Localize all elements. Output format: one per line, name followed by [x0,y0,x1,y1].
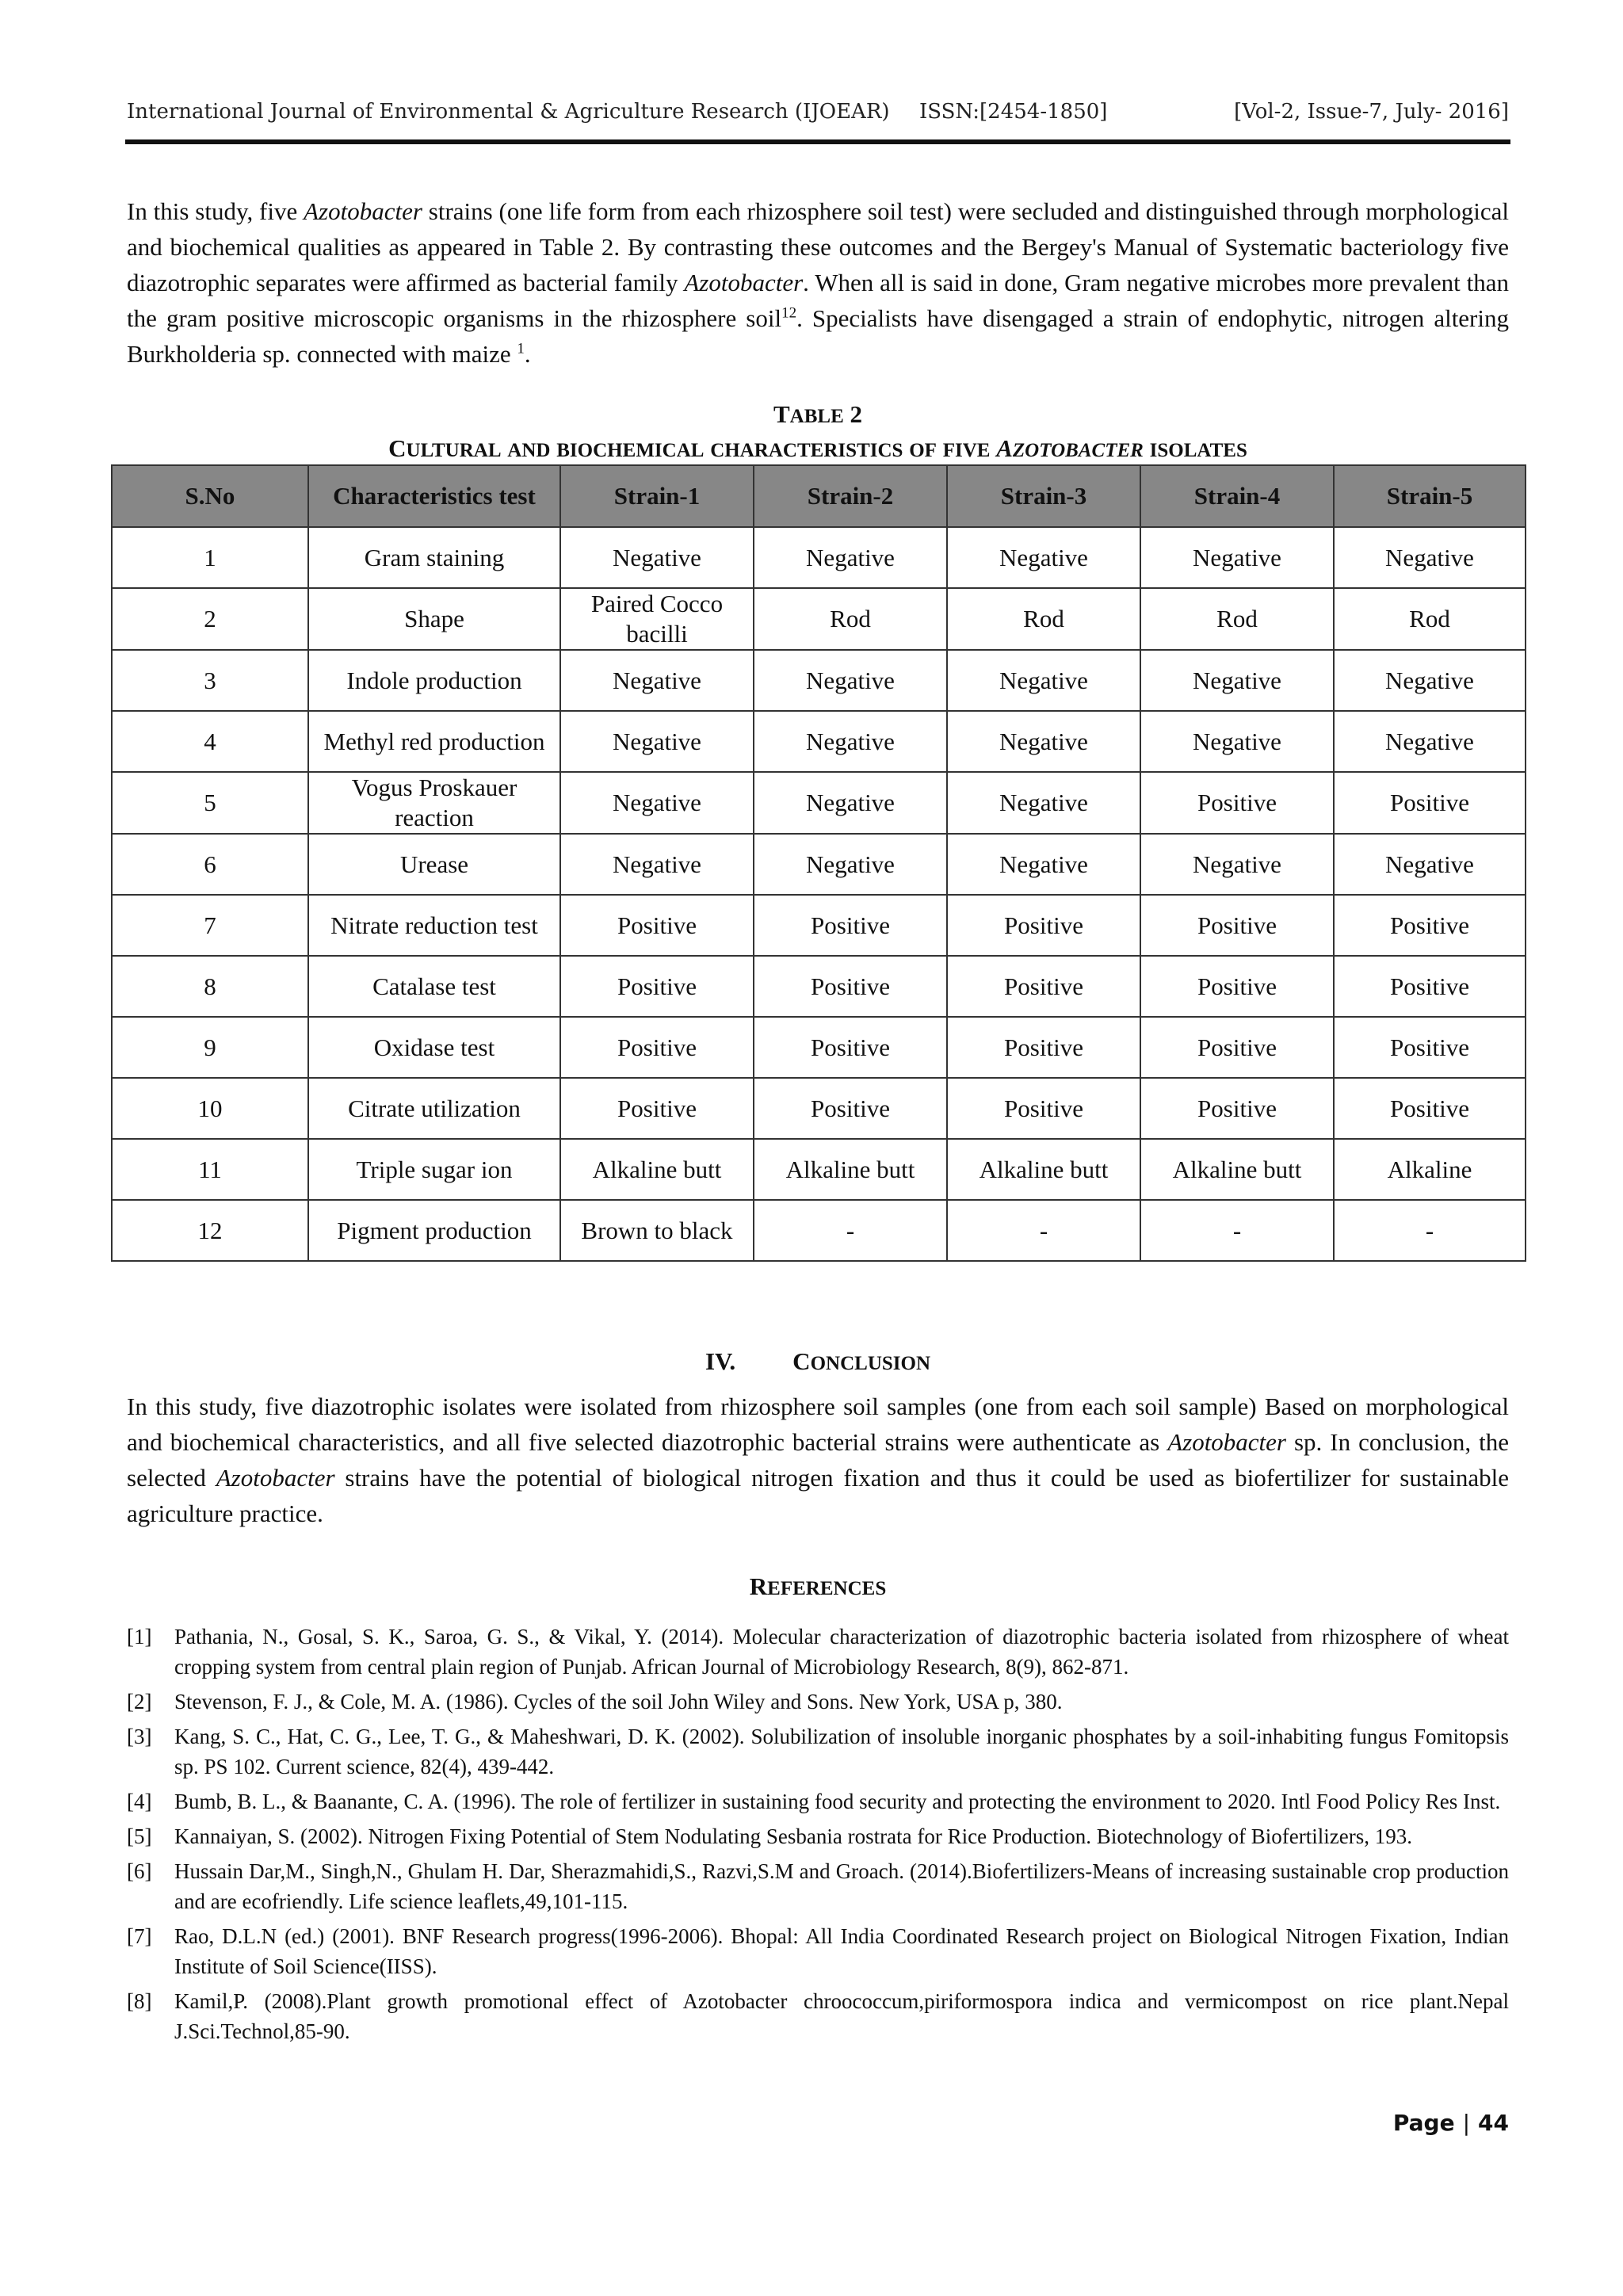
references-heading [111,1572,1525,1601]
reference-text: Kannaiyan, S. (2002). Nitrogen Fixing Potential of Stem Nodulating Sesbania rostrata for Rice Production. Biotechnology of Biofertilizers, 193. [174,1824,1412,1848]
table-cell: Negative [1334,650,1526,711]
table-cell: Positive [947,956,1140,1017]
table-cell: 10 [112,1078,308,1139]
table-cell: Gram staining [308,527,560,588]
table-cell: Alkaline butt [754,1139,947,1200]
table-cell: Positive [1334,956,1526,1017]
table-title [111,434,1525,463]
intro-text-2: strains (one life form from each rhizosphere soil test) were secluded and distinguished through morphological and biochemical qualities as appeared in Table 2. By contrasting these outcomes and the Bergey's Manual of Systematic bacteriology five diazotrophic separates were affirmed as bacterial family [127,197,1509,296]
table-cell: 3 [112,650,308,711]
table-cell: Negative [754,527,947,588]
reference-number: [4] [127,1790,152,1813]
table-cell: Positive [1334,1017,1526,1078]
page-separator: | [1462,2110,1471,2136]
table-title-text-2: ISOLATES [1149,440,1247,461]
reference-text: Bumb, B. L., & Baanante, C. A. (1996). The role of fertilizer in sustaining food security and protecting the environment to 2020. Intl Food Policy Res Inst. [174,1790,1501,1813]
table-cell: 9 [112,1017,308,1078]
table-row [112,772,1526,834]
table-cell: Vogus Proskauer reaction [308,772,560,834]
reference-number: [5] [127,1824,152,1848]
table-row [112,1017,1526,1078]
table-cell: Rod [754,588,947,650]
table-cell: - [1140,1200,1334,1261]
table-cell: Negative [560,527,754,588]
table-row [112,588,1526,650]
intro-text-1: In this study, five [127,197,304,225]
section-title: CONCLUSION [792,1347,931,1375]
table-cell: Negative [1140,650,1334,711]
table-row [112,895,1526,956]
table-cell: Alkaline butt [1140,1139,1334,1200]
reference-number: [6] [127,1859,152,1883]
table-cell: 11 [112,1139,308,1200]
table-cell: 7 [112,895,308,956]
reference-list [127,1622,1509,2051]
citation-superscript: 12 [781,304,797,322]
table-cell: Positive [560,956,754,1017]
reference-item [127,1921,1509,1981]
table-row [112,527,1526,588]
reference-item [127,1622,1509,1682]
table-cell: Brown to black [560,1200,754,1261]
table-cell: Negative [947,772,1140,834]
reference-item [127,1821,1509,1851]
table-cell: 6 [112,834,308,895]
table-cell: - [1334,1200,1526,1261]
table-cell: Urease [308,834,560,895]
column-header: Strain-5 [1334,465,1526,527]
reference-item [127,1687,1509,1717]
reference-number: [8] [127,1989,152,2013]
reference-number: [2] [127,1690,152,1713]
table-cell: Triple sugar ion [308,1139,560,1200]
table-cell: Positive [1334,895,1526,956]
reference-text: Rao, D.L.N (ed.) (2001). BNF Research progress(1996-2006). Bhopal: All India Coordinated Research project on Biological Nitrogen Fixation, Indian Institute of Soil Science(IISS). [174,1924,1509,1978]
table-cell: Nitrate reduction test [308,895,560,956]
table-cell: Oxidase test [308,1017,560,1078]
table-cell: Alkaline [1334,1139,1526,1200]
table-cell: 5 [112,772,308,834]
reference-item [127,1856,1509,1916]
column-header: S.No [112,465,308,527]
issn: ISSN:[2454-1850] [919,100,1108,124]
table-title-text-1: CULTURAL AND BIOCHEMICAL CHARACTERISTICS OF FIVE [388,434,991,462]
table-cell: Negative [1334,834,1526,895]
table-cell: Negative [1140,711,1334,772]
table-cell: Citrate utilization [308,1078,560,1139]
reference-text: Stevenson, F. J., & Cole, M. A. (1986). Cycles of the soil John Wiley and Sons. New York, USA p, 380. [174,1690,1063,1713]
journal-name: International Journal of Environmental & Agriculture Research (IJOEAR) [127,100,890,124]
reference-text: Hussain Dar,M., Singh,N., Ghulam H. Dar, Sherazmahidi,S., Razvi,S.M and Groach. (2014).Biofertilizers-Means of increasing sustainable crop production and are ecofriendly. Life science leaflets,49,101-115. [174,1859,1509,1913]
table-cell: Negative [560,772,754,834]
table-cell: 2 [112,588,308,650]
column-header: Strain-4 [1140,465,1334,527]
table-cell: Negative [560,650,754,711]
table-cell: Positive [560,895,754,956]
table-cell: Negative [947,650,1140,711]
reference-item [127,1986,1509,2046]
table-number-text: TABLE 2 [773,400,863,428]
table-cell: Positive [754,956,947,1017]
table-cell: Positive [1140,1078,1334,1139]
table-row [112,650,1526,711]
table-cell: Shape [308,588,560,650]
table-header-row [112,465,1526,527]
table-cell: Positive [947,1017,1140,1078]
table-cell: Negative [754,772,947,834]
table-cell: 12 [112,1200,308,1261]
table-cell: Methyl red production [308,711,560,772]
table-cell: Negative [947,711,1140,772]
table-cell: Indole production [308,650,560,711]
table-cell: Positive [1334,1078,1526,1139]
table-cell: Positive [754,1078,947,1139]
table-cell: Positive [1140,895,1334,956]
column-header: Strain-2 [754,465,947,527]
section-number: IV. [705,1347,736,1375]
reference-text: Pathania, N., Gosal, S. K., Saroa, G. S., & Vikal, Y. (2014). Molecular characterization of diazotrophic bacteria isolated from rhizosphere of wheat cropping system from central plain region of Punjab. African Journal of Microbiology Research, 8(9), 862-871. [174,1625,1509,1679]
table-title-genus: AZOTOBACTER [996,434,1144,462]
table-row [112,956,1526,1017]
table-cell: Negative [754,711,947,772]
table-cell: Negative [560,711,754,772]
table-cell: 4 [112,711,308,772]
table-number [111,400,1525,429]
citation-superscript: 1 [517,340,525,357]
table-cell: - [754,1200,947,1261]
conclusion-paragraph [127,1389,1509,1531]
page-number [1393,2110,1509,2136]
page-label: Page [1392,2110,1455,2136]
intro-text-4: . Specialists have disengaged a strain of endophytic, nitrogen altering Burkholderia sp. connected with maize [127,304,1509,368]
table-cell: Positive [560,1078,754,1139]
conclusion-text-1: In this study, five diazotrophic isolates were isolated from rhizosphere soil samples (one from each soil sample) Based on morphological and biochemical characteristics, and all five selected diazotrophic bacterial strains were authenticate as [127,1392,1509,1456]
table-cell: Negative [947,834,1140,895]
table-cell: Negative [947,527,1140,588]
table-cell: Negative [560,834,754,895]
table-cell: Pigment production [308,1200,560,1261]
table-cell: Alkaline butt [947,1139,1140,1200]
table-cell: Positive [754,1017,947,1078]
table-cell: Positive [1140,772,1334,834]
table-cell: 1 [112,527,308,588]
reference-text: Kang, S. C., Hat, C. G., Lee, T. G., & Maheshwari, D. K. (2002). Solubilization of insoluble inorganic phosphates by a soil-inhabiting fungus Fomitopsis sp. PS 102. Current science, 82(4), 439-442. [174,1725,1509,1778]
table-cell: Positive [560,1017,754,1078]
table-cell: Paired Cocco bacilli [560,588,754,650]
table-cell: Positive [1140,1017,1334,1078]
page-number-value: 44 [1478,2110,1509,2136]
table-cell: Rod [947,588,1140,650]
table-row [112,1078,1526,1139]
column-header: Characteristics test [308,465,560,527]
conclusion-genus-1: Azotobacter [1167,1428,1286,1456]
reference-number: [1] [127,1625,152,1648]
table-cell: Positive [754,895,947,956]
table-row [112,711,1526,772]
table-cell: Positive [947,895,1140,956]
table-cell: Rod [1334,588,1526,650]
conclusion-heading [111,1347,1525,1376]
intro-genus-2: Azotobacter [684,269,804,296]
table-cell: Negative [754,650,947,711]
intro-text-3: . When all is said in done, Gram negative microbes more prevalent than the gram positive microscopic organisms in the rhizosphere soil [127,269,1509,332]
reference-number: [3] [127,1725,152,1748]
reference-text: Kamil,P. (2008).Plant growth promotional effect of Azotobacter chroococcum,piriformospora indica and vermicompost on rice plant.Nepal J.Sci.Technol,85-90. [174,1989,1509,2043]
table-cell: Negative [1140,834,1334,895]
reference-number: [7] [127,1924,152,1948]
table-cell: Positive [1140,956,1334,1017]
header-rule [125,139,1510,144]
conclusion-genus-2: Azotobacter [216,1464,335,1492]
table-cell: Positive [947,1078,1140,1139]
reference-item [127,1721,1509,1782]
intro-text-5: . [524,340,531,368]
volume-issue: [Vol-2, Issue-7, July- 2016] [1234,100,1509,124]
intro-genus-1: Azotobacter [304,197,422,225]
column-header: Strain-3 [947,465,1140,527]
table-cell: Alkaline butt [560,1139,754,1200]
table-cell: Negative [1140,527,1334,588]
table-cell: Negative [754,834,947,895]
table-cell: Positive [1334,772,1526,834]
table-row [112,834,1526,895]
conclusion-text-2: sp. In conclusion, the selected [127,1428,1509,1492]
column-header: Strain-1 [560,465,754,527]
table-cell: Negative [1334,527,1526,588]
table-row [112,1200,1526,1261]
table-cell: Catalase test [308,956,560,1017]
table-cell: Negative [1334,711,1526,772]
table-cell: - [947,1200,1140,1261]
table-cell: Rod [1140,588,1334,650]
intro-paragraph [127,193,1509,372]
references-title: REFERENCES [749,1572,887,1600]
table-cell: 8 [112,956,308,1017]
conclusion-text-3: strains have the potential of biological nitrogen fixation and thus it could be used as biofertilizer for sustainable agriculture practice. [127,1464,1510,1527]
characteristics-table [111,464,1526,1262]
table-row [112,1139,1526,1200]
reference-item [127,1786,1509,1817]
running-header [127,100,1509,132]
